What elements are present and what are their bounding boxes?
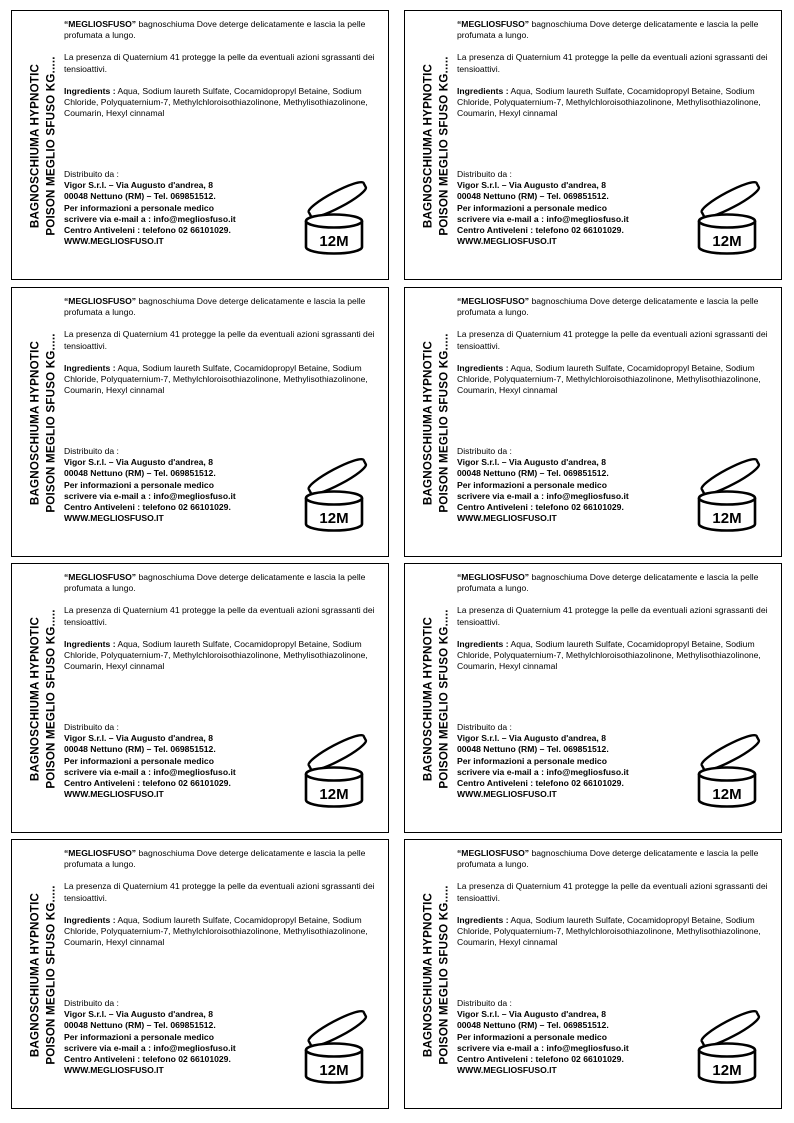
pao-label: 12M	[712, 786, 742, 803]
ingredients-label: Ingredients :	[64, 85, 116, 96]
description-text: bagnoschiuma Dove deterge delicatamente e lascia la pelle profumata a lungo.	[64, 19, 366, 41]
brand-name: “MEGLIOSFUSO”	[64, 296, 137, 306]
poison-center-line: Centro Antiveleni : telefono 02 66101029.	[64, 225, 231, 236]
ingredients-text: Aqua, Sodium laureth Sulfate, Cocamidopropyl Betaine, Sodium Chloride, Polyquaternium-7, Methylchloroisothiazolinone, Methylisothiazolinone, Coumarin, Hexyl cinnamal	[64, 85, 368, 119]
description-paragraph	[64, 296, 382, 318]
side-title	[26, 300, 62, 546]
label-content	[64, 19, 382, 130]
description-text: bagnoschiuma Dove deterge delicatamente e lascia la pelle profumata a lungo.	[457, 572, 759, 594]
brand-name: “MEGLIOSFUSO”	[457, 848, 530, 858]
quaternium-paragraph: La presenza di Quaternium 41 protegge la pelle da eventuali azioni sgrassanti dei tensioattivi.	[457, 881, 768, 903]
info-line-1: Per informazioni a personale medico	[457, 479, 607, 490]
description-paragraph	[457, 296, 775, 318]
ingredients-paragraph	[457, 639, 775, 673]
ingredients-label: Ingredients :	[64, 362, 116, 373]
ingredients-paragraph	[64, 915, 382, 949]
info-line-1: Per informazioni a personale medico	[64, 479, 214, 490]
city-line: 00048 Nettuno (RM) – Tel. 069851512.	[64, 191, 216, 202]
quaternium-paragraph: La presenza di Quaternium 41 protegge la pelle da eventuali azioni sgrassanti dei tensioattivi.	[457, 329, 768, 351]
info-line-2: scrivere via e-mail a : info@megliosfuso.it	[64, 213, 236, 224]
description-paragraph	[64, 572, 382, 594]
label-content	[457, 296, 775, 407]
side-title-line-1: BAGNOSCHIUMA HYPNOTIC	[422, 340, 436, 506]
distributed-by-label: Distribuito da :	[64, 998, 119, 1008]
product-label-5	[11, 563, 389, 833]
website-line: WWW.MEGLIOSFUSO.IT	[64, 789, 164, 800]
pao-label: 12M	[319, 786, 349, 803]
brand-name: “MEGLIOSFUSO”	[64, 572, 137, 582]
info-line-2: scrivere via e-mail a : info@megliosfuso.it	[457, 766, 629, 777]
website-line: WWW.MEGLIOSFUSO.IT	[457, 789, 557, 800]
ingredients-paragraph	[457, 915, 775, 949]
side-title-line-1: BAGNOSCHIUMA HYPNOTIC	[29, 340, 43, 506]
poison-center-line: Centro Antiveleni : telefono 02 66101029.	[457, 502, 624, 513]
distributor-block	[64, 998, 294, 1076]
product-label-7	[11, 839, 389, 1109]
side-title	[419, 23, 455, 269]
side-title-line-2: POISON MEGLIO SFUSO KG.....	[438, 56, 452, 236]
description-paragraph	[457, 572, 775, 594]
poison-center-line: Centro Antiveleni : telefono 02 66101029.	[64, 778, 231, 789]
ingredients-label: Ingredients :	[64, 914, 116, 925]
brand-name: “MEGLIOSFUSO”	[64, 848, 137, 858]
distributed-by-label: Distribuito da :	[64, 722, 119, 732]
description-text: bagnoschiuma Dove deterge delicatamente e lascia la pelle profumata a lungo.	[457, 848, 759, 870]
ingredients-label: Ingredients :	[457, 914, 509, 925]
company-line: Vigor S.r.l. – Via Augusto d'andrea, 8	[457, 733, 606, 744]
city-line: 00048 Nettuno (RM) – Tel. 069851512.	[64, 1020, 216, 1031]
side-title-line-2: POISON MEGLIO SFUSO KG.....	[45, 333, 59, 513]
website-line: WWW.MEGLIOSFUSO.IT	[64, 513, 164, 524]
company-line: Vigor S.r.l. – Via Augusto d'andrea, 8	[457, 457, 606, 468]
distributed-by-label: Distribuito da :	[457, 998, 512, 1008]
poison-center-line: Centro Antiveleni : telefono 02 66101029.	[457, 225, 624, 236]
distributor-block	[457, 998, 687, 1076]
company-line: Vigor S.r.l. – Via Augusto d'andrea, 8	[457, 180, 606, 191]
city-line: 00048 Nettuno (RM) – Tel. 069851512.	[457, 468, 609, 479]
label-content	[457, 848, 775, 959]
poison-center-line: Centro Antiveleni : telefono 02 66101029.	[457, 778, 624, 789]
product-label-4	[404, 287, 782, 557]
distributor-block	[64, 169, 294, 247]
product-label-8	[404, 839, 782, 1109]
quaternium-paragraph: La presenza di Quaternium 41 protegge la pelle da eventuali azioni sgrassanti dei tensioattivi.	[64, 881, 375, 903]
open-jar-icon	[691, 1000, 763, 1086]
info-line-2: scrivere via e-mail a : info@megliosfuso.it	[64, 490, 236, 501]
side-title-line-2: POISON MEGLIO SFUSO KG.....	[45, 609, 59, 789]
description-text: bagnoschiuma Dove deterge delicatamente e lascia la pelle profumata a lungo.	[64, 848, 366, 870]
label-content	[64, 296, 382, 407]
open-jar-icon	[691, 448, 763, 534]
website-line: WWW.MEGLIOSFUSO.IT	[64, 236, 164, 247]
product-label-1	[11, 10, 389, 280]
poison-center-line: Centro Antiveleni : telefono 02 66101029.	[457, 1054, 624, 1065]
company-line: Vigor S.r.l. – Via Augusto d'andrea, 8	[457, 1009, 606, 1020]
pao-label: 12M	[319, 233, 349, 250]
pao-label: 12M	[319, 510, 349, 527]
open-jar-icon	[691, 724, 763, 810]
pao-label: 12M	[712, 510, 742, 527]
info-line-1: Per informazioni a personale medico	[64, 202, 214, 213]
ingredients-text: Aqua, Sodium laureth Sulfate, Cocamidopropyl Betaine, Sodium Chloride, Polyquaternium-7, Methylchloroisothiazolinone, Methylisothiazolinone, Coumarin, Hexyl cinnamal	[64, 362, 368, 396]
side-title-line-1: BAGNOSCHIUMA HYPNOTIC	[29, 616, 43, 782]
company-line: Vigor S.r.l. – Via Augusto d'andrea, 8	[64, 1009, 213, 1020]
website-line: WWW.MEGLIOSFUSO.IT	[457, 513, 557, 524]
distributed-by-label: Distribuito da :	[457, 446, 512, 456]
city-line: 00048 Nettuno (RM) – Tel. 069851512.	[457, 191, 609, 202]
info-line-1: Per informazioni a personale medico	[64, 1031, 214, 1042]
side-title-line-1: BAGNOSCHIUMA HYPNOTIC	[422, 892, 436, 1058]
city-line: 00048 Nettuno (RM) – Tel. 069851512.	[64, 744, 216, 755]
side-title	[26, 852, 62, 1098]
quaternium-paragraph: La presenza di Quaternium 41 protegge la pelle da eventuali azioni sgrassanti dei tensioattivi.	[64, 329, 375, 351]
company-line: Vigor S.r.l. – Via Augusto d'andrea, 8	[64, 180, 213, 191]
description-text: bagnoschiuma Dove deterge delicatamente e lascia la pelle profumata a lungo.	[457, 296, 759, 318]
poison-center-line: Centro Antiveleni : telefono 02 66101029.	[64, 502, 231, 513]
website-line: WWW.MEGLIOSFUSO.IT	[457, 236, 557, 247]
distributed-by-label: Distribuito da :	[64, 446, 119, 456]
product-label-2	[404, 10, 782, 280]
info-line-2: scrivere via e-mail a : info@megliosfuso.it	[457, 490, 629, 501]
side-title-line-2: POISON MEGLIO SFUSO KG.....	[45, 885, 59, 1065]
label-content	[64, 848, 382, 959]
description-text: bagnoschiuma Dove deterge delicatamente e lascia la pelle profumata a lungo.	[457, 19, 759, 41]
description-text: bagnoschiuma Dove deterge delicatamente e lascia la pelle profumata a lungo.	[64, 296, 366, 318]
description-paragraph	[457, 848, 775, 870]
company-line: Vigor S.r.l. – Via Augusto d'andrea, 8	[64, 733, 213, 744]
company-line: Vigor S.r.l. – Via Augusto d'andrea, 8	[64, 457, 213, 468]
quaternium-paragraph: La presenza di Quaternium 41 protegge la pelle da eventuali azioni sgrassanti dei tensioattivi.	[457, 605, 768, 627]
side-title-line-1: BAGNOSCHIUMA HYPNOTIC	[29, 892, 43, 1058]
ingredients-text: Aqua, Sodium laureth Sulfate, Cocamidopropyl Betaine, Sodium Chloride, Polyquaternium-7, Methylchloroisothiazolinone, Methylisothiazolinone, Coumarin, Hexyl cinnamal	[457, 85, 761, 119]
pao-label: 12M	[712, 1062, 742, 1079]
pao-label: 12M	[712, 233, 742, 250]
side-title	[419, 300, 455, 546]
open-jar-icon	[298, 171, 370, 257]
ingredients-text: Aqua, Sodium laureth Sulfate, Cocamidopropyl Betaine, Sodium Chloride, Polyquaternium-7, Methylchloroisothiazolinone, Methylisothiazolinone, Coumarin, Hexyl cinnamal	[64, 914, 368, 948]
open-jar-icon	[298, 448, 370, 534]
quaternium-paragraph: La presenza di Quaternium 41 protegge la pelle da eventuali azioni sgrassanti dei tensioattivi.	[64, 52, 375, 74]
info-line-2: scrivere via e-mail a : info@megliosfuso.it	[64, 766, 236, 777]
ingredients-text: Aqua, Sodium laureth Sulfate, Cocamidopropyl Betaine, Sodium Chloride, Polyquaternium-7, Methylchloroisothiazolinone, Methylisothiazolinone, Coumarin, Hexyl cinnamal	[457, 638, 761, 672]
ingredients-paragraph	[457, 363, 775, 397]
side-title	[419, 852, 455, 1098]
side-title-line-2: POISON MEGLIO SFUSO KG.....	[45, 56, 59, 236]
side-title-line-1: BAGNOSCHIUMA HYPNOTIC	[29, 63, 43, 229]
pao-label: 12M	[319, 1062, 349, 1079]
description-paragraph	[457, 19, 775, 41]
ingredients-paragraph	[457, 86, 775, 120]
info-line-1: Per informazioni a personale medico	[457, 1031, 607, 1042]
side-title	[26, 23, 62, 269]
ingredients-paragraph	[64, 86, 382, 120]
side-title-line-1: BAGNOSCHIUMA HYPNOTIC	[422, 63, 436, 229]
city-line: 00048 Nettuno (RM) – Tel. 069851512.	[64, 468, 216, 479]
side-title	[419, 576, 455, 822]
distributor-block	[457, 169, 687, 247]
distributed-by-label: Distribuito da :	[457, 169, 512, 179]
info-line-1: Per informazioni a personale medico	[457, 202, 607, 213]
description-text: bagnoschiuma Dove deterge delicatamente e lascia la pelle profumata a lungo.	[64, 572, 366, 594]
distributor-block	[457, 722, 687, 800]
ingredients-text: Aqua, Sodium laureth Sulfate, Cocamidopropyl Betaine, Sodium Chloride, Polyquaternium-7, Methylchloroisothiazolinone, Methylisothiazolinone, Coumarin, Hexyl cinnamal	[64, 638, 368, 672]
side-title-line-2: POISON MEGLIO SFUSO KG.....	[438, 333, 452, 513]
ingredients-paragraph	[64, 639, 382, 673]
description-paragraph	[64, 848, 382, 870]
ingredients-text: Aqua, Sodium laureth Sulfate, Cocamidopropyl Betaine, Sodium Chloride, Polyquaternium-7, Methylchloroisothiazolinone, Methylisothiazolinone, Coumarin, Hexyl cinnamal	[457, 362, 761, 396]
ingredients-paragraph	[64, 363, 382, 397]
ingredients-label: Ingredients :	[457, 362, 509, 373]
distributor-block	[64, 446, 294, 524]
website-line: WWW.MEGLIOSFUSO.IT	[64, 1065, 164, 1076]
open-jar-icon	[298, 1000, 370, 1086]
label-content	[64, 572, 382, 683]
product-label-3	[11, 287, 389, 557]
side-title-line-2: POISON MEGLIO SFUSO KG.....	[438, 885, 452, 1065]
ingredients-label: Ingredients :	[457, 85, 509, 96]
label-content	[457, 19, 775, 130]
side-title	[26, 576, 62, 822]
ingredients-label: Ingredients :	[64, 638, 116, 649]
website-line: WWW.MEGLIOSFUSO.IT	[457, 1065, 557, 1076]
product-label-6	[404, 563, 782, 833]
city-line: 00048 Nettuno (RM) – Tel. 069851512.	[457, 1020, 609, 1031]
info-line-1: Per informazioni a personale medico	[457, 755, 607, 766]
city-line: 00048 Nettuno (RM) – Tel. 069851512.	[457, 744, 609, 755]
info-line-2: scrivere via e-mail a : info@megliosfuso.it	[64, 1042, 236, 1053]
open-jar-icon	[691, 171, 763, 257]
info-line-1: Per informazioni a personale medico	[64, 755, 214, 766]
distributed-by-label: Distribuito da :	[457, 722, 512, 732]
info-line-2: scrivere via e-mail a : info@megliosfuso.it	[457, 213, 629, 224]
ingredients-label: Ingredients :	[457, 638, 509, 649]
distributor-block	[64, 722, 294, 800]
brand-name: “MEGLIOSFUSO”	[64, 19, 137, 29]
distributor-block	[457, 446, 687, 524]
side-title-line-2: POISON MEGLIO SFUSO KG.....	[438, 609, 452, 789]
brand-name: “MEGLIOSFUSO”	[457, 296, 530, 306]
brand-name: “MEGLIOSFUSO”	[457, 19, 530, 29]
description-paragraph	[64, 19, 382, 41]
label-content	[457, 572, 775, 683]
poison-center-line: Centro Antiveleni : telefono 02 66101029.	[64, 1054, 231, 1065]
side-title-line-1: BAGNOSCHIUMA HYPNOTIC	[422, 616, 436, 782]
distributed-by-label: Distribuito da :	[64, 169, 119, 179]
quaternium-paragraph: La presenza di Quaternium 41 protegge la pelle da eventuali azioni sgrassanti dei tensioattivi.	[64, 605, 375, 627]
open-jar-icon	[298, 724, 370, 810]
info-line-2: scrivere via e-mail a : info@megliosfuso.it	[457, 1042, 629, 1053]
ingredients-text: Aqua, Sodium laureth Sulfate, Cocamidopropyl Betaine, Sodium Chloride, Polyquaternium-7, Methylchloroisothiazolinone, Methylisothiazolinone, Coumarin, Hexyl cinnamal	[457, 914, 761, 948]
quaternium-paragraph: La presenza di Quaternium 41 protegge la pelle da eventuali azioni sgrassanti dei tensioattivi.	[457, 52, 768, 74]
brand-name: “MEGLIOSFUSO”	[457, 572, 530, 582]
